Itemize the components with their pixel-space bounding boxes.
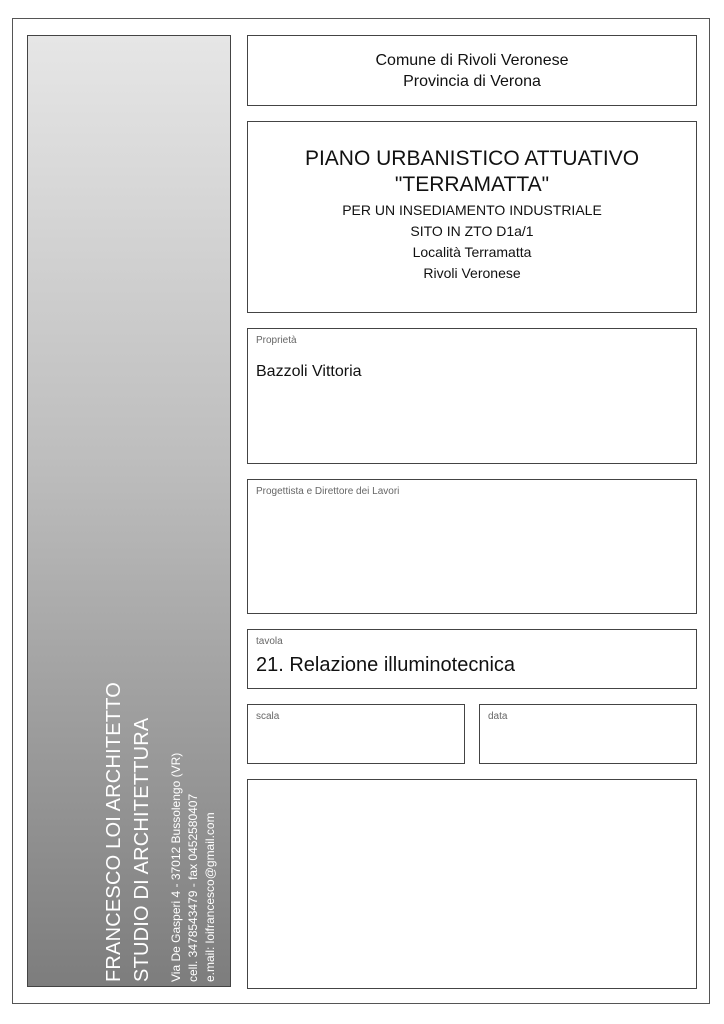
sheet-label: tavola	[256, 636, 283, 647]
scale-box	[247, 704, 465, 764]
project-desc-line3: Località Terramatta	[412, 244, 532, 260]
project-title-box	[247, 121, 697, 313]
designer-label: Progettista e Direttore dei Lavori	[256, 486, 400, 497]
project-title-line1: PIANO URBANISTICO ATTUATIVO	[304, 147, 640, 170]
studio-address: Via De Gasperi 4 - 37012 Bussolengo (VR)	[169, 752, 183, 982]
designer-box	[247, 479, 697, 614]
studio-name-block	[100, 682, 156, 982]
studio-subtitle: STUDIO DI ARCHITETTURA	[131, 717, 153, 982]
municipality-box	[247, 35, 697, 106]
project-desc-line2: SITO IN ZTO D1a/1	[410, 223, 534, 239]
date-box	[479, 704, 697, 764]
studio-email: e.mail: loifrancesco@gmail.com	[203, 812, 217, 982]
stamp-area-box	[247, 779, 697, 989]
studio-phone: cell. 3478543479 - fax 0452580407	[186, 793, 200, 982]
comune-name: Comune di Rivoli Veronese	[375, 52, 569, 69]
date-label: data	[488, 711, 508, 722]
project-title-line2: "TERRAMATTA"	[394, 173, 550, 196]
owner-value: Bazzoli Vittoria	[256, 363, 362, 380]
scale-label: scala	[256, 711, 280, 722]
owner-box	[247, 328, 697, 464]
owner-label: Proprietà	[256, 335, 297, 346]
project-desc-line1: PER UN INSEDIAMENTO INDUSTRIALE	[342, 202, 602, 218]
provincia-name: Provincia di Verona	[403, 73, 541, 90]
studio-architect-name: FRANCESCO LOI ARCHITETTO	[103, 681, 125, 982]
sheet-title: 21. Relazione illuminotecnica	[256, 654, 516, 676]
studio-contacts	[168, 753, 219, 982]
project-desc-line4: Rivoli Veronese	[423, 265, 521, 281]
drawing-sheet-box	[247, 629, 697, 689]
studio-sidebar	[27, 35, 231, 987]
